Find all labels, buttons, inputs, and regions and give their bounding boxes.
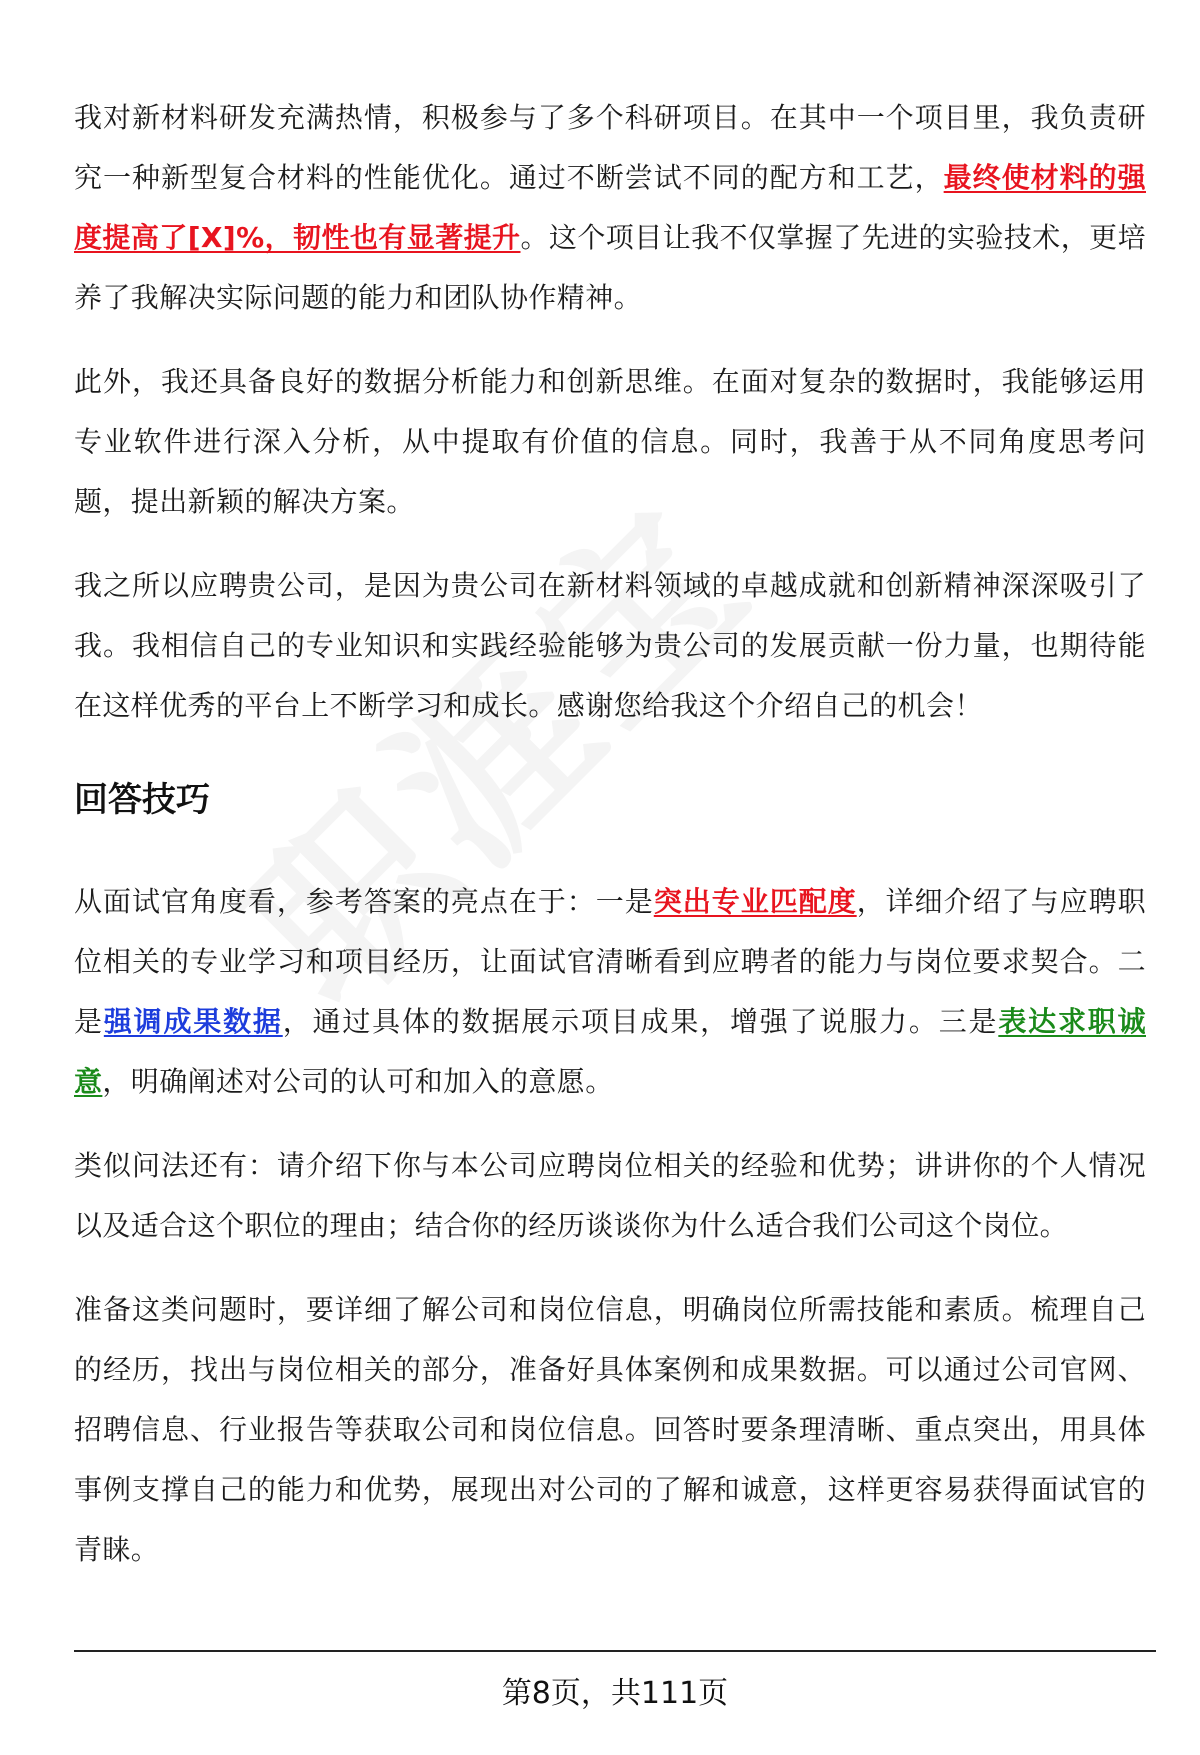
paragraph-text: 我对新材料研发充满热情，积极参与了多个科研项目。在其中一个项目里，我负责研究一种新型复合材料的性能优化。通过不断尝试不同的配方和工艺， xyxy=(74,101,1146,194)
paragraph-text: 从面试官角度看，参考答案的亮点在于：一是 xyxy=(74,885,654,918)
paragraph-text: ，通过具体的数据展示项目成果，增强了说服力。三是 xyxy=(282,1005,999,1038)
paragraph-text: 。这个项目让我不仅掌握了先进的实验技术，更培养了我解决实际问题的能力和团队协作精神。 xyxy=(74,221,1146,314)
highlight-result-data: 强调成果数据 xyxy=(103,1005,283,1038)
paragraph-text: ，详细介绍了与应聘职位相关的专业学习和项目经历，让面试官清晰看到应聘者的能力与岗位要求契合。二是 xyxy=(74,885,1146,1038)
paragraph-tips xyxy=(74,872,1146,1112)
paragraph-skills: 此外，我还具备良好的数据分析能力和创新思维。在面对复杂的数据时，我能够运用专业软件进行深入分析，从中提取有价值的信息。同时，我善于从不同角度思考问题，提出新颖的解决方案。 xyxy=(74,365,1146,518)
document-body xyxy=(74,88,1146,1604)
highlight-result: 最终使材料的强度提高了[X]%，韧性也有显著提升 xyxy=(74,161,1146,254)
highlight-professional-match: 突出专业匹配度 xyxy=(653,885,857,918)
paragraph-preparation: 准备这类问题时，要详细了解公司和岗位信息，明确岗位所需技能和素质。梳理自己的经历，找出与岗位相关的部分，准备好具体案例和成果数据。可以通过公司官网、招聘信息、行业报告等获取公司和岗位信息。回答时要条理清晰、重点突出，用具体事例支撑自己的能力和优势，展现出对公司的了解和诚意，这样更容易获得面试官的青睐。 xyxy=(74,1293,1146,1566)
paragraph-project-experience xyxy=(74,88,1146,328)
paragraph-motivation: 我之所以应聘贵公司，是因为贵公司在新材料领域的卓越成就和创新精神深深吸引了我。我相信自己的专业知识和实践经验能够为贵公司的发展贡献一份力量，也期待能在这样优秀的平台上不断学习和成长。感谢您给我这个介绍自己的机会！ xyxy=(74,569,1146,722)
paragraph-similar-questions: 类似问法还有：请介绍下你与本公司应聘岗位相关的经验和优势；讲讲你的个人情况以及适合这个职位的理由；结合你的经历谈谈你为什么适合我们公司这个岗位。 xyxy=(74,1149,1146,1242)
section-title: 回答技巧 xyxy=(74,780,210,820)
highlight-sincerity: 表达求职诚意 xyxy=(74,1005,1146,1098)
footer-divider xyxy=(74,1650,1156,1652)
page-number: 第8页，共111页 xyxy=(501,1676,729,1711)
paragraph-text: ，明确阐述对公司的认可和加入的意愿。 xyxy=(102,1065,614,1098)
